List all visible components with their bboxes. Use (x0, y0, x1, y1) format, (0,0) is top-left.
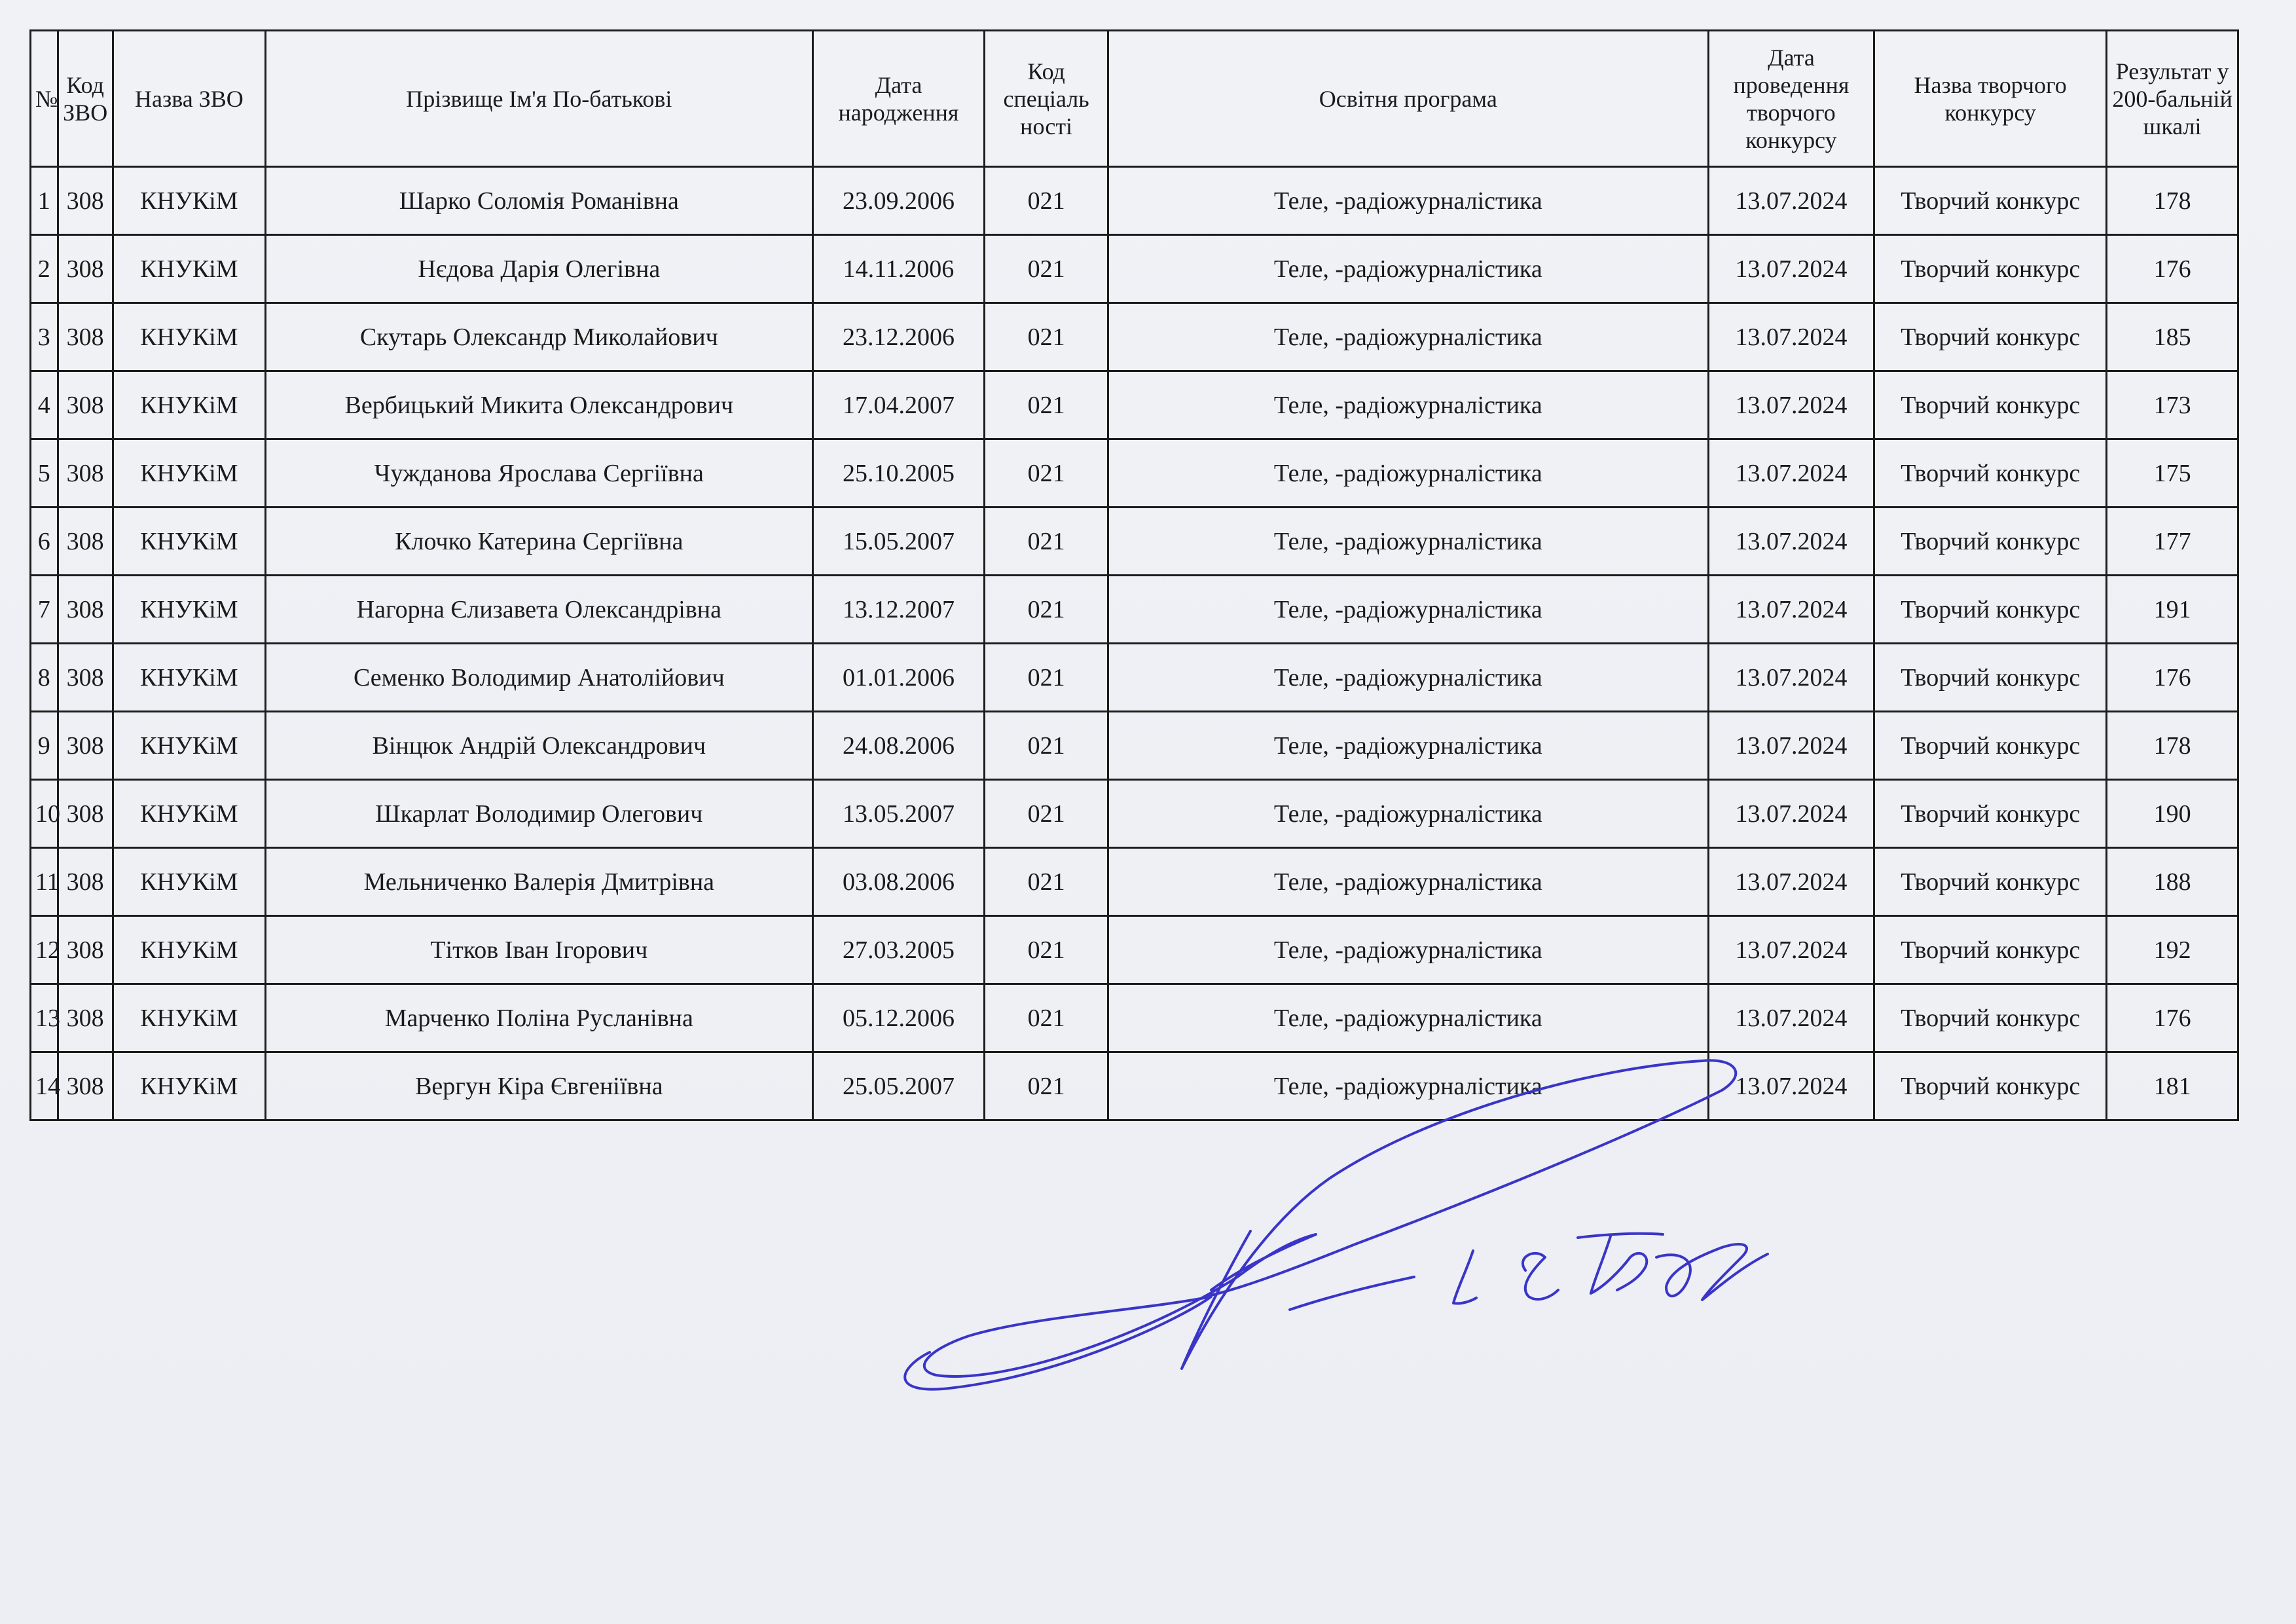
cell-birth-date: 25.10.2005 (812, 439, 985, 507)
table-body (31, 167, 2238, 1120)
cell-institution-code: 308 (58, 1052, 113, 1120)
cell-specialty-code: 021 (985, 576, 1108, 644)
table-row (31, 916, 2238, 984)
table-row (31, 780, 2238, 848)
cell-contest-name: Творчий конкурс (1874, 644, 2107, 712)
cell-number: 7 (31, 576, 58, 644)
cell-specialty-code: 021 (985, 167, 1108, 235)
cell-specialty-code: 021 (985, 712, 1108, 780)
header-specialty-code: Код спеціаль ності (985, 31, 1108, 167)
cell-contest-date: 13.07.2024 (1708, 916, 1874, 984)
cell-score: 176 (2107, 644, 2238, 712)
cell-birth-date: 13.12.2007 (812, 576, 985, 644)
cell-education-program: Теле, -радіожурналістика (1108, 576, 1708, 644)
cell-birth-date: 01.01.2006 (812, 644, 985, 712)
cell-contest-name: Творчий конкурс (1874, 848, 2107, 916)
table-row (31, 984, 2238, 1052)
cell-number: 13 (31, 984, 58, 1052)
cell-number: 9 (31, 712, 58, 780)
cell-contest-name: Творчий конкурс (1874, 371, 2107, 439)
cell-contest-date: 13.07.2024 (1708, 507, 1874, 576)
cell-birth-date: 27.03.2005 (812, 916, 985, 984)
cell-number: 8 (31, 644, 58, 712)
cell-contest-name: Творчий конкурс (1874, 167, 2107, 235)
table-row (31, 439, 2238, 507)
cell-specialty-code: 021 (985, 644, 1108, 712)
cell-birth-date: 13.05.2007 (812, 780, 985, 848)
table-row (31, 167, 2238, 235)
cell-number: 6 (31, 507, 58, 576)
cell-education-program: Теле, -радіожурналістика (1108, 1052, 1708, 1120)
cell-full-name: Клочко Катерина Сергіївна (266, 507, 813, 576)
cell-institution-name: КНУКіМ (113, 848, 265, 916)
cell-specialty-code: 021 (985, 371, 1108, 439)
cell-institution-name: КНУКіМ (113, 712, 265, 780)
header-number: № (31, 31, 58, 167)
cell-full-name: Шкарлат Володимир Олегович (266, 780, 813, 848)
cell-contest-name: Творчий конкурс (1874, 916, 2107, 984)
cell-full-name: Вінцюк Андрій Олександрович (266, 712, 813, 780)
cell-full-name: Нєдова Дарія Олегівна (266, 235, 813, 303)
cell-birth-date: 25.05.2007 (812, 1052, 985, 1120)
cell-institution-name: КНУКіМ (113, 916, 265, 984)
cell-score: 175 (2107, 439, 2238, 507)
header-contest-name: Назва творчого конкурсу (1874, 31, 2107, 167)
cell-institution-code: 308 (58, 303, 113, 371)
cell-contest-name: Творчий конкурс (1874, 303, 2107, 371)
cell-number: 10 (31, 780, 58, 848)
cell-contest-date: 13.07.2024 (1708, 1052, 1874, 1120)
cell-full-name: Вергун Кіра Євгеніївна (266, 1052, 813, 1120)
cell-education-program: Теле, -радіожурналістика (1108, 507, 1708, 576)
cell-institution-name: КНУКіМ (113, 507, 265, 576)
cell-score: 191 (2107, 576, 2238, 644)
cell-score: 190 (2107, 780, 2238, 848)
table-header-row (31, 31, 2238, 167)
cell-contest-name: Творчий конкурс (1874, 1052, 2107, 1120)
cell-specialty-code: 021 (985, 780, 1108, 848)
header-institution-name: Назва ЗВО (113, 31, 265, 167)
cell-score: 192 (2107, 916, 2238, 984)
cell-full-name: Вербицький Микита Олександрович (266, 371, 813, 439)
cell-score: 176 (2107, 984, 2238, 1052)
cell-contest-name: Творчий конкурс (1874, 576, 2107, 644)
cell-specialty-code: 021 (985, 235, 1108, 303)
cell-contest-date: 13.07.2024 (1708, 984, 1874, 1052)
cell-contest-date: 13.07.2024 (1708, 235, 1874, 303)
cell-number: 4 (31, 371, 58, 439)
cell-contest-date: 13.07.2024 (1708, 303, 1874, 371)
cell-education-program: Теле, -радіожурналістика (1108, 712, 1708, 780)
cell-birth-date: 14.11.2006 (812, 235, 985, 303)
cell-contest-date: 13.07.2024 (1708, 848, 1874, 916)
cell-contest-date: 13.07.2024 (1708, 371, 1874, 439)
cell-score: 188 (2107, 848, 2238, 916)
cell-contest-name: Творчий конкурс (1874, 507, 2107, 576)
cell-education-program: Теле, -радіожурналістика (1108, 916, 1708, 984)
cell-birth-date: 15.05.2007 (812, 507, 985, 576)
cell-birth-date: 17.04.2007 (812, 371, 985, 439)
cell-full-name: Семенко Володимир Анатолійович (266, 644, 813, 712)
signature (871, 1061, 1892, 1428)
cell-score: 181 (2107, 1052, 2238, 1120)
cell-education-program: Теле, -радіожурналістика (1108, 371, 1708, 439)
cell-contest-name: Творчий конкурс (1874, 439, 2107, 507)
cell-full-name: Нагорна Єлизавета Олександрівна (266, 576, 813, 644)
cell-number: 14 (31, 1052, 58, 1120)
cell-contest-date: 13.07.2024 (1708, 576, 1874, 644)
cell-institution-code: 308 (58, 644, 113, 712)
table-row (31, 371, 2238, 439)
table-row (31, 848, 2238, 916)
cell-institution-code: 308 (58, 576, 113, 644)
cell-number: 11 (31, 848, 58, 916)
table-row (31, 507, 2238, 576)
cell-specialty-code: 021 (985, 848, 1108, 916)
header-birth-date: Дата народження (812, 31, 985, 167)
cell-education-program: Теле, -радіожурналістика (1108, 644, 1708, 712)
cell-contest-name: Творчий конкурс (1874, 712, 2107, 780)
cell-score: 185 (2107, 303, 2238, 371)
cell-education-program: Теле, -радіожурналістика (1108, 439, 1708, 507)
table-row (31, 644, 2238, 712)
cell-institution-code: 308 (58, 780, 113, 848)
cell-specialty-code: 021 (985, 984, 1108, 1052)
cell-specialty-code: 021 (985, 916, 1108, 984)
header-education-program: Освітня програма (1108, 31, 1708, 167)
cell-institution-code: 308 (58, 371, 113, 439)
cell-institution-name: КНУКіМ (113, 1052, 265, 1120)
cell-full-name: Чужданова Ярослава Сергіївна (266, 439, 813, 507)
cell-number: 12 (31, 916, 58, 984)
table-row (31, 235, 2238, 303)
cell-score: 178 (2107, 167, 2238, 235)
cell-education-program: Теле, -радіожурналістика (1108, 235, 1708, 303)
cell-number: 3 (31, 303, 58, 371)
cell-specialty-code: 021 (985, 439, 1108, 507)
cell-education-program: Теле, -радіожурналістика (1108, 167, 1708, 235)
cell-birth-date: 23.12.2006 (812, 303, 985, 371)
cell-institution-code: 308 (58, 984, 113, 1052)
cell-specialty-code: 021 (985, 507, 1108, 576)
cell-contest-date: 13.07.2024 (1708, 644, 1874, 712)
cell-institution-name: КНУКіМ (113, 235, 265, 303)
cell-specialty-code: 021 (985, 303, 1108, 371)
cell-contest-name: Творчий конкурс (1874, 780, 2107, 848)
cell-institution-name: КНУКіМ (113, 303, 265, 371)
cell-institution-code: 308 (58, 167, 113, 235)
cell-contest-date: 13.07.2024 (1708, 439, 1874, 507)
cell-institution-name: КНУКіМ (113, 984, 265, 1052)
cell-full-name: Скутарь Олександр Миколайович (266, 303, 813, 371)
cell-institution-name: КНУКіМ (113, 644, 265, 712)
cell-institution-code: 308 (58, 848, 113, 916)
cell-birth-date: 05.12.2006 (812, 984, 985, 1052)
cell-specialty-code: 021 (985, 1052, 1108, 1120)
cell-score: 176 (2107, 235, 2238, 303)
cell-birth-date: 03.08.2006 (812, 848, 985, 916)
header-contest-date: Дата проведення творчого конкурсу (1708, 31, 1874, 167)
header-institution-code: Код ЗВО (58, 31, 113, 167)
cell-education-program: Теле, -радіожурналістика (1108, 984, 1708, 1052)
cell-full-name: Марченко Поліна Русланівна (266, 984, 813, 1052)
cell-institution-name: КНУКіМ (113, 167, 265, 235)
cell-number: 5 (31, 439, 58, 507)
cell-birth-date: 24.08.2006 (812, 712, 985, 780)
cell-full-name: Мельниченко Валерія Дмитрівна (266, 848, 813, 916)
cell-institution-code: 308 (58, 712, 113, 780)
results-table (29, 29, 2239, 1121)
cell-number: 2 (31, 235, 58, 303)
cell-institution-code: 308 (58, 439, 113, 507)
cell-institution-name: КНУКіМ (113, 780, 265, 848)
cell-contest-name: Творчий конкурс (1874, 235, 2107, 303)
cell-education-program: Теле, -радіожурналістика (1108, 848, 1708, 916)
cell-institution-name: КНУКіМ (113, 439, 265, 507)
header-score: Результат у 200-бальній шкалі (2107, 31, 2238, 167)
cell-institution-code: 308 (58, 507, 113, 576)
cell-number: 1 (31, 167, 58, 235)
cell-score: 177 (2107, 507, 2238, 576)
cell-birth-date: 23.09.2006 (812, 167, 985, 235)
cell-institution-code: 308 (58, 916, 113, 984)
cell-contest-date: 13.07.2024 (1708, 712, 1874, 780)
cell-institution-name: КНУКіМ (113, 576, 265, 644)
cell-education-program: Теле, -радіожурналістика (1108, 303, 1708, 371)
cell-contest-name: Творчий конкурс (1874, 984, 2107, 1052)
table-row (31, 712, 2238, 780)
cell-education-program: Теле, -радіожурналістика (1108, 780, 1708, 848)
table-row (31, 303, 2238, 371)
table-row (31, 576, 2238, 644)
cell-full-name: Тітков Іван Ігорович (266, 916, 813, 984)
cell-score: 173 (2107, 371, 2238, 439)
cell-institution-name: КНУКіМ (113, 371, 265, 439)
cell-score: 178 (2107, 712, 2238, 780)
header-full-name: Прізвище Ім'я По-батькові (266, 31, 813, 167)
cell-institution-code: 308 (58, 235, 113, 303)
cell-full-name: Шарко Соломія Романівна (266, 167, 813, 235)
cell-contest-date: 13.07.2024 (1708, 167, 1874, 235)
cell-contest-date: 13.07.2024 (1708, 780, 1874, 848)
